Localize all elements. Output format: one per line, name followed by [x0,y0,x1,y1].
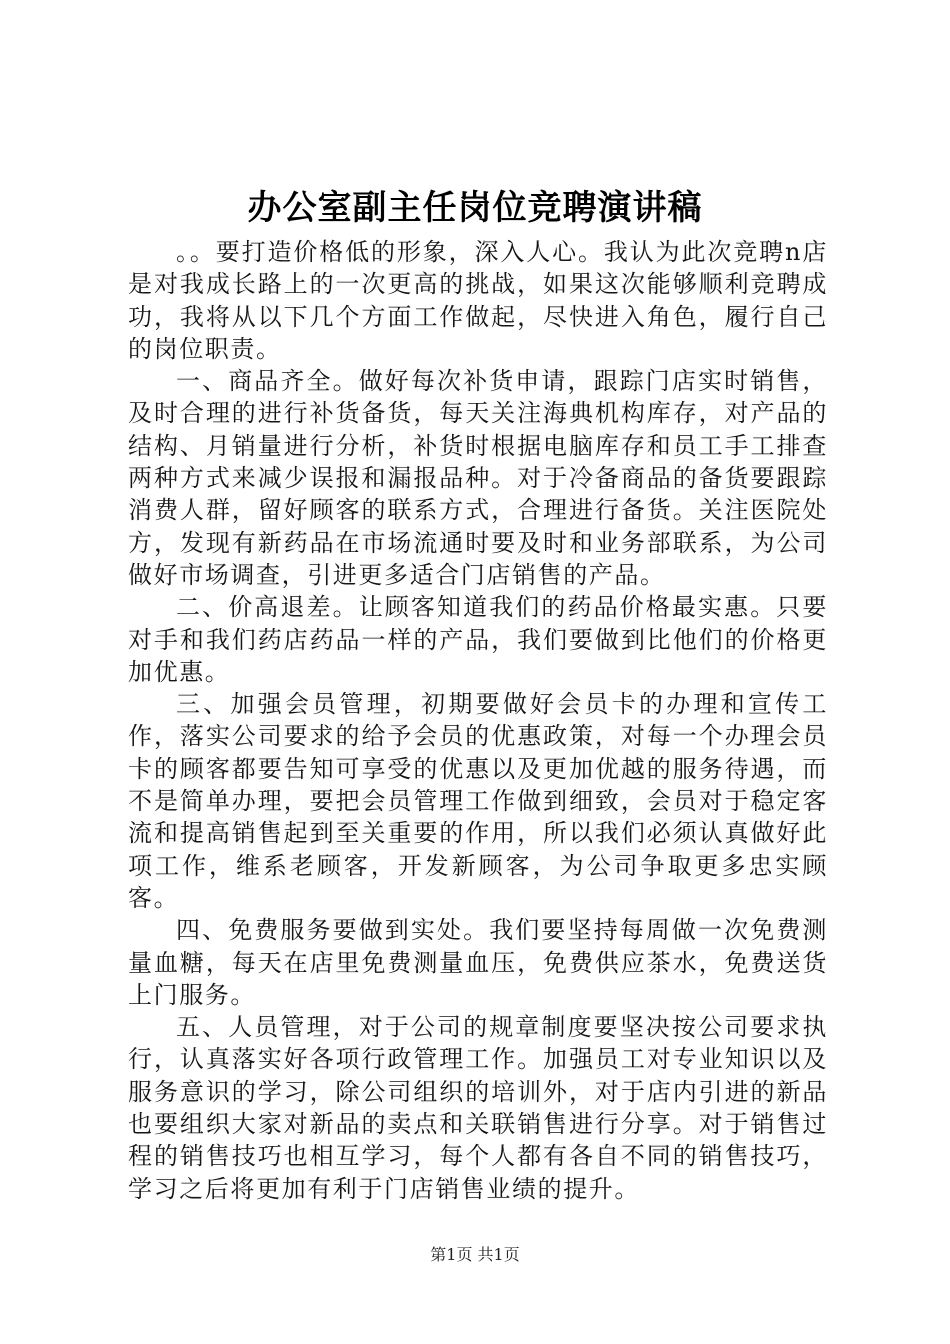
paragraph-4: 四、免费服务要做到实处。我们要坚持每周做一次免费测量血糖，每天在店里免费测量血压，免费供应茶水，免费送货上门服务。 [128,916,828,1009]
document-body [128,236,828,1205]
paragraph-3: 三、加强会员管理，初期要做好会员卡的办理和宣传工作，落实公司要求的给予会员的优惠政策，对每一个办理会员卡的顾客都要告知可享受的优惠以及更加优越的服务待遇，而不是简单办理，要把会员管理工作做到细致，会员对于稳定客流和提高销售起到至关重要的作用，所以我们必须认真做好此项工作，维系老顾客，开发新顾客，为公司争取更多忠实顾客。 [128,690,828,912]
page-number-footer: 第1页 共1页 [430,1245,520,1264]
document-title: 办公室副主任岗位竞聘演讲稿 [247,188,703,228]
paragraph-5: 五、人员管理，对于公司的规章制度要坚决按公司要求执行，认真落实好各项行政管理工作。加强员工对专业知识以及服务意识的学习，除公司组织的培训外，对于店内引进的新品也要组织大家对新品的卖点和关联销售进行分享。对于销售过程的销售技巧也相互学习，每个人都有各自不同的销售技巧，学习之后将更加有利于门店销售业绩的提升。 [128,1013,828,1203]
paragraph-1: 一、商品齐全。做好每次补货申请，跟踪门店实时销售，及时合理的进行补货备货，每天关注海典机构库存，对产品的结构、月销量进行分析，补货时根据电脑库存和员工手工排查两种方式来减少误报和漏报品种。对于冷备商品的备货要跟踪消费人群，留好顾客的联系方式，合理进行备货。关注医院处方，发现有新药品在市场流通时要及时和业务部联系，为公司做好市场调查，引进更多适合门店销售的产品。 [128,367,828,589]
paragraph-intro: 。。要打造价格低的形象，深入人心。我认为此次竞聘n店是对我成长路上的一次更高的挑战，如果这次能够顺利竞聘成功，我将从以下几个方面工作做起，尽快进入角色，履行自己的岗位职责。 [128,238,828,363]
paragraph-2: 二、价高退差。让顾客知道我们的药品价格最实惠。只要对手和我们药店药品一样的产品，我们要做到比他们的价格更加优惠。 [128,593,828,686]
